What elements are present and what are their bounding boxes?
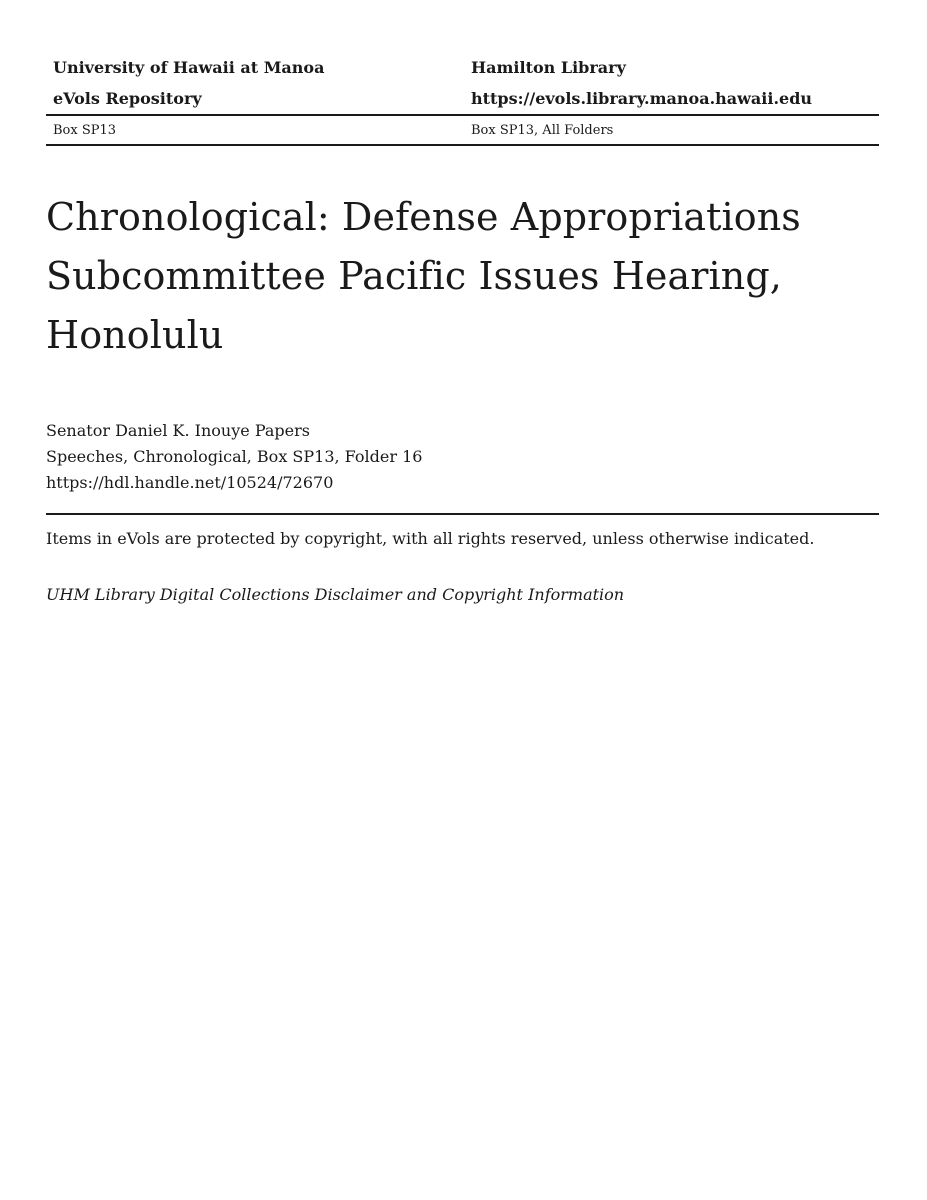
box-label-left: Box SP13 [53,122,117,138]
header-divider-bottom [46,144,879,146]
header-row-1 [46,52,879,83]
repository-url[interactable]: https://evols.library.manoa.hawaii.edu [471,89,813,108]
folder-location: Speeches, Chronological, Box SP13, Folder 16 [46,447,423,466]
handle-link[interactable]: https://hdl.handle.net/10524/72670 [46,473,334,492]
document-metadata [46,418,422,496]
header-row-3 [46,116,879,144]
footer-divider [46,513,879,515]
document-title: Chronological: Defense Appropriations Subcommittee Pacific Issues Hearing, Honolulu [46,195,801,357]
repository-name: eVols Repository [53,89,202,108]
box-label-right: Box SP13, All Folders [471,122,614,138]
copyright-notice: Items in eVols are protected by copyright, with all rights reserved, unless otherwise indicated. [46,529,815,548]
collection-name: Senator Daniel K. Inouye Papers [46,421,310,440]
header-row-2 [46,83,879,114]
disclaimer-link[interactable]: UHM Library Digital Collections Disclaimer and Copyright Information [46,585,625,604]
institution-name: University of Hawaii at Manoa [53,58,325,77]
cover-header [46,52,879,146]
library-name: Hamilton Library [471,58,626,77]
